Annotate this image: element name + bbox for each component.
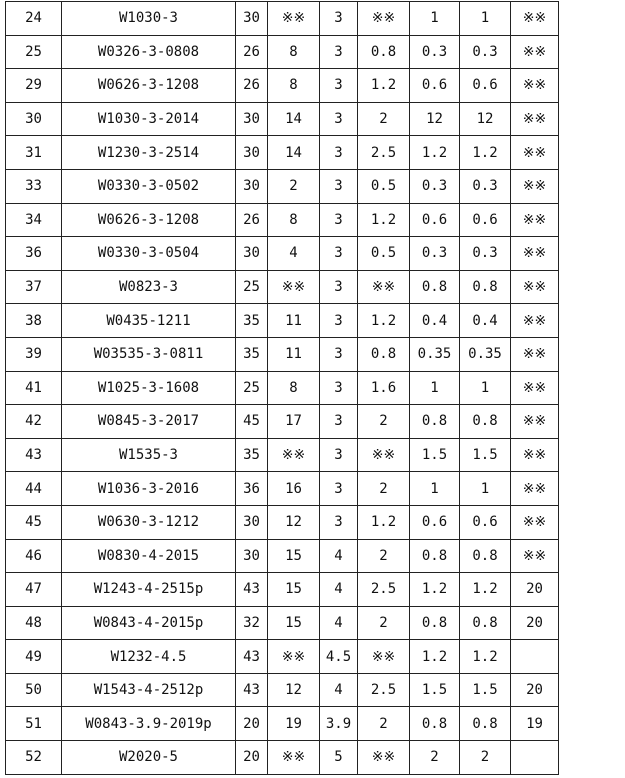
col7-cell: 0.8 [410, 539, 460, 573]
col4-cell: 4 [268, 237, 320, 271]
col6-cell: ※※ [358, 741, 410, 775]
col6-cell: 0.8 [358, 337, 410, 371]
col9-cell: ※※ [511, 237, 559, 271]
col5-cell: 4.5 [320, 640, 358, 674]
col7-cell: 0.35 [410, 337, 460, 371]
col9-cell: 19 [511, 707, 559, 741]
col5-cell: 4 [320, 673, 358, 707]
col8-cell: 1 [460, 2, 511, 36]
col4-cell: 15 [268, 573, 320, 607]
row-number-cell: 50 [6, 673, 62, 707]
col3-cell: 30 [236, 102, 268, 136]
col9-cell: ※※ [511, 337, 559, 371]
col5-cell: 3 [320, 438, 358, 472]
col4-cell: 8 [268, 69, 320, 103]
col5-cell: 3 [320, 472, 358, 506]
col6-cell: 2.5 [358, 673, 410, 707]
col9-cell: 20 [511, 573, 559, 607]
table-row [6, 472, 559, 506]
col3-cell: 30 [236, 505, 268, 539]
col9-cell [511, 640, 559, 674]
col3-cell: 30 [236, 169, 268, 203]
col5-cell: 3 [320, 102, 358, 136]
model-cell: W0626-3-1208 [62, 203, 236, 237]
row-number-cell: 34 [6, 203, 62, 237]
col6-cell: 2.5 [358, 136, 410, 170]
col5-cell: 3 [320, 169, 358, 203]
col6-cell: 0.8 [358, 35, 410, 69]
col9-cell: ※※ [511, 2, 559, 36]
table-row [6, 539, 559, 573]
col5-cell: 4 [320, 573, 358, 607]
row-number-cell: 37 [6, 270, 62, 304]
col4-cell: 8 [268, 203, 320, 237]
col4-cell: 16 [268, 472, 320, 506]
col5-cell: 3 [320, 371, 358, 405]
col9-cell: ※※ [511, 405, 559, 439]
col3-cell: 45 [236, 405, 268, 439]
col8-cell: 0.6 [460, 203, 511, 237]
model-cell: W03535-3-0811 [62, 337, 236, 371]
col8-cell: 0.6 [460, 505, 511, 539]
col3-cell: 25 [236, 270, 268, 304]
col4-cell: 15 [268, 539, 320, 573]
table-row [6, 35, 559, 69]
model-cell: W0330-3-0504 [62, 237, 236, 271]
col8-cell: 1 [460, 472, 511, 506]
col9-cell: ※※ [511, 371, 559, 405]
col5-cell: 3 [320, 69, 358, 103]
col4-cell: ※※ [268, 2, 320, 36]
col4-cell: 11 [268, 337, 320, 371]
col6-cell: 2 [358, 707, 410, 741]
col8-cell: 0.8 [460, 539, 511, 573]
col5-cell: 4 [320, 606, 358, 640]
model-cell: W1232-4.5 [62, 640, 236, 674]
col6-cell: ※※ [358, 640, 410, 674]
model-cell: W1243-4-2515p [62, 573, 236, 607]
col8-cell: 1.2 [460, 573, 511, 607]
col7-cell: 0.3 [410, 35, 460, 69]
model-cell: W2020-5 [62, 741, 236, 775]
col3-cell: 20 [236, 707, 268, 741]
model-cell: W0630-3-1212 [62, 505, 236, 539]
table-row [6, 270, 559, 304]
col5-cell: 3 [320, 505, 358, 539]
col7-cell: 12 [410, 102, 460, 136]
col5-cell: 5 [320, 741, 358, 775]
col9-cell: ※※ [511, 169, 559, 203]
col9-cell: ※※ [511, 69, 559, 103]
table-row [6, 405, 559, 439]
col5-cell: 4 [320, 539, 358, 573]
col7-cell: 2 [410, 741, 460, 775]
model-cell: W0843-4-2015p [62, 606, 236, 640]
col6-cell: 2.5 [358, 573, 410, 607]
row-number-cell: 45 [6, 505, 62, 539]
row-number-cell: 36 [6, 237, 62, 271]
model-cell: W1030-3 [62, 2, 236, 36]
row-number-cell: 52 [6, 741, 62, 775]
col4-cell: 8 [268, 35, 320, 69]
col7-cell: 0.6 [410, 203, 460, 237]
row-number-cell: 31 [6, 136, 62, 170]
col6-cell: 2 [358, 405, 410, 439]
row-number-cell: 49 [6, 640, 62, 674]
col9-cell: ※※ [511, 539, 559, 573]
col3-cell: 32 [236, 606, 268, 640]
col6-cell: 1.2 [358, 304, 410, 338]
model-cell: W1030-3-2014 [62, 102, 236, 136]
col7-cell: 0.3 [410, 237, 460, 271]
col9-cell [511, 741, 559, 775]
row-number-cell: 33 [6, 169, 62, 203]
row-number-cell: 47 [6, 573, 62, 607]
col8-cell: 12 [460, 102, 511, 136]
col9-cell: ※※ [511, 136, 559, 170]
model-cell: W1535-3 [62, 438, 236, 472]
col3-cell: 30 [236, 237, 268, 271]
col3-cell: 43 [236, 640, 268, 674]
col5-cell: 3 [320, 203, 358, 237]
col7-cell: 1 [410, 371, 460, 405]
model-cell: W1543-4-2512p [62, 673, 236, 707]
table-row [6, 606, 559, 640]
col4-cell: ※※ [268, 270, 320, 304]
col8-cell: 0.4 [460, 304, 511, 338]
col6-cell: 0.5 [358, 169, 410, 203]
row-number-cell: 39 [6, 337, 62, 371]
col3-cell: 43 [236, 573, 268, 607]
table-row [6, 136, 559, 170]
model-cell: W0330-3-0502 [62, 169, 236, 203]
col3-cell: 26 [236, 69, 268, 103]
spec-table [5, 1, 559, 775]
col3-cell: 30 [236, 2, 268, 36]
col4-cell: 12 [268, 673, 320, 707]
col9-cell: ※※ [511, 203, 559, 237]
table-row [6, 337, 559, 371]
col3-cell: 26 [236, 35, 268, 69]
model-cell: W1230-3-2514 [62, 136, 236, 170]
row-number-cell: 48 [6, 606, 62, 640]
col7-cell: 0.8 [410, 606, 460, 640]
col7-cell: 0.3 [410, 169, 460, 203]
model-cell: W0326-3-0808 [62, 35, 236, 69]
col8-cell: 1.5 [460, 673, 511, 707]
table-row [6, 438, 559, 472]
col8-cell: 0.8 [460, 707, 511, 741]
col4-cell: 19 [268, 707, 320, 741]
col4-cell: ※※ [268, 640, 320, 674]
col9-cell: ※※ [511, 304, 559, 338]
col8-cell: 0.8 [460, 270, 511, 304]
col8-cell: 0.3 [460, 237, 511, 271]
col7-cell: 0.6 [410, 69, 460, 103]
col4-cell: ※※ [268, 438, 320, 472]
spec-table-body [6, 2, 559, 775]
col3-cell: 30 [236, 539, 268, 573]
col4-cell: ※※ [268, 741, 320, 775]
col9-cell: ※※ [511, 35, 559, 69]
table-row [6, 707, 559, 741]
table-row [6, 741, 559, 775]
model-cell: W0626-3-1208 [62, 69, 236, 103]
col8-cell: 0.6 [460, 69, 511, 103]
col8-cell: 1.2 [460, 136, 511, 170]
col4-cell: 17 [268, 405, 320, 439]
col6-cell: 0.5 [358, 237, 410, 271]
col8-cell: 1.5 [460, 438, 511, 472]
col9-cell: ※※ [511, 270, 559, 304]
table-row [6, 673, 559, 707]
col5-cell: 3 [320, 337, 358, 371]
col8-cell: 0.35 [460, 337, 511, 371]
col3-cell: 35 [236, 337, 268, 371]
table-row [6, 505, 559, 539]
col9-cell: ※※ [511, 472, 559, 506]
model-cell: W0435-1211 [62, 304, 236, 338]
model-cell: W1036-3-2016 [62, 472, 236, 506]
table-row [6, 2, 559, 36]
row-number-cell: 44 [6, 472, 62, 506]
col5-cell: 3 [320, 237, 358, 271]
col7-cell: 0.8 [410, 707, 460, 741]
col5-cell: 3 [320, 2, 358, 36]
table-row [6, 169, 559, 203]
col3-cell: 35 [236, 304, 268, 338]
col4-cell: 2 [268, 169, 320, 203]
row-number-cell: 51 [6, 707, 62, 741]
col3-cell: 43 [236, 673, 268, 707]
row-number-cell: 42 [6, 405, 62, 439]
col9-cell: ※※ [511, 102, 559, 136]
col6-cell: 1.2 [358, 505, 410, 539]
row-number-cell: 29 [6, 69, 62, 103]
col6-cell: 2 [358, 539, 410, 573]
col5-cell: 3 [320, 270, 358, 304]
col8-cell: 0.3 [460, 35, 511, 69]
col6-cell: 2 [358, 472, 410, 506]
col7-cell: 1.5 [410, 438, 460, 472]
col7-cell: 1 [410, 472, 460, 506]
col4-cell: 15 [268, 606, 320, 640]
row-number-cell: 46 [6, 539, 62, 573]
table-row [6, 304, 559, 338]
col4-cell: 14 [268, 102, 320, 136]
table-row [6, 102, 559, 136]
col3-cell: 36 [236, 472, 268, 506]
model-cell: W0830-4-2015 [62, 539, 236, 573]
table-row [6, 203, 559, 237]
col4-cell: 14 [268, 136, 320, 170]
col9-cell: 20 [511, 606, 559, 640]
col3-cell: 35 [236, 438, 268, 472]
table-row [6, 69, 559, 103]
col5-cell: 3 [320, 304, 358, 338]
col8-cell: 2 [460, 741, 511, 775]
row-number-cell: 43 [6, 438, 62, 472]
col3-cell: 30 [236, 136, 268, 170]
col3-cell: 20 [236, 741, 268, 775]
model-cell: W1025-3-1608 [62, 371, 236, 405]
col4-cell: 12 [268, 505, 320, 539]
table-row [6, 573, 559, 607]
col4-cell: 11 [268, 304, 320, 338]
row-number-cell: 24 [6, 2, 62, 36]
col7-cell: 1.2 [410, 640, 460, 674]
table-row [6, 237, 559, 271]
col7-cell: 1 [410, 2, 460, 36]
table-row [6, 371, 559, 405]
col7-cell: 1.2 [410, 573, 460, 607]
col6-cell: 2 [358, 102, 410, 136]
model-cell: W0823-3 [62, 270, 236, 304]
col5-cell: 3 [320, 405, 358, 439]
col8-cell: 0.3 [460, 169, 511, 203]
col8-cell: 1.2 [460, 640, 511, 674]
col6-cell: 2 [358, 606, 410, 640]
col6-cell: ※※ [358, 270, 410, 304]
row-number-cell: 38 [6, 304, 62, 338]
col7-cell: 0.8 [410, 405, 460, 439]
col8-cell: 0.8 [460, 405, 511, 439]
col7-cell: 1.5 [410, 673, 460, 707]
col5-cell: 3.9 [320, 707, 358, 741]
model-cell: W0843-3.9-2019p [62, 707, 236, 741]
col8-cell: 1 [460, 371, 511, 405]
col6-cell: 1.2 [358, 203, 410, 237]
col7-cell: 0.8 [410, 270, 460, 304]
col9-cell: ※※ [511, 438, 559, 472]
col3-cell: 26 [236, 203, 268, 237]
col3-cell: 25 [236, 371, 268, 405]
row-number-cell: 30 [6, 102, 62, 136]
model-cell: W0845-3-2017 [62, 405, 236, 439]
col4-cell: 8 [268, 371, 320, 405]
row-number-cell: 25 [6, 35, 62, 69]
col9-cell: 20 [511, 673, 559, 707]
col9-cell: ※※ [511, 505, 559, 539]
col7-cell: 1.2 [410, 136, 460, 170]
table-row [6, 640, 559, 674]
col7-cell: 0.6 [410, 505, 460, 539]
row-number-cell: 41 [6, 371, 62, 405]
col6-cell: ※※ [358, 438, 410, 472]
col6-cell: 1.2 [358, 69, 410, 103]
col5-cell: 3 [320, 136, 358, 170]
col6-cell: ※※ [358, 2, 410, 36]
col5-cell: 3 [320, 35, 358, 69]
col7-cell: 0.4 [410, 304, 460, 338]
col8-cell: 0.8 [460, 606, 511, 640]
col6-cell: 1.6 [358, 371, 410, 405]
